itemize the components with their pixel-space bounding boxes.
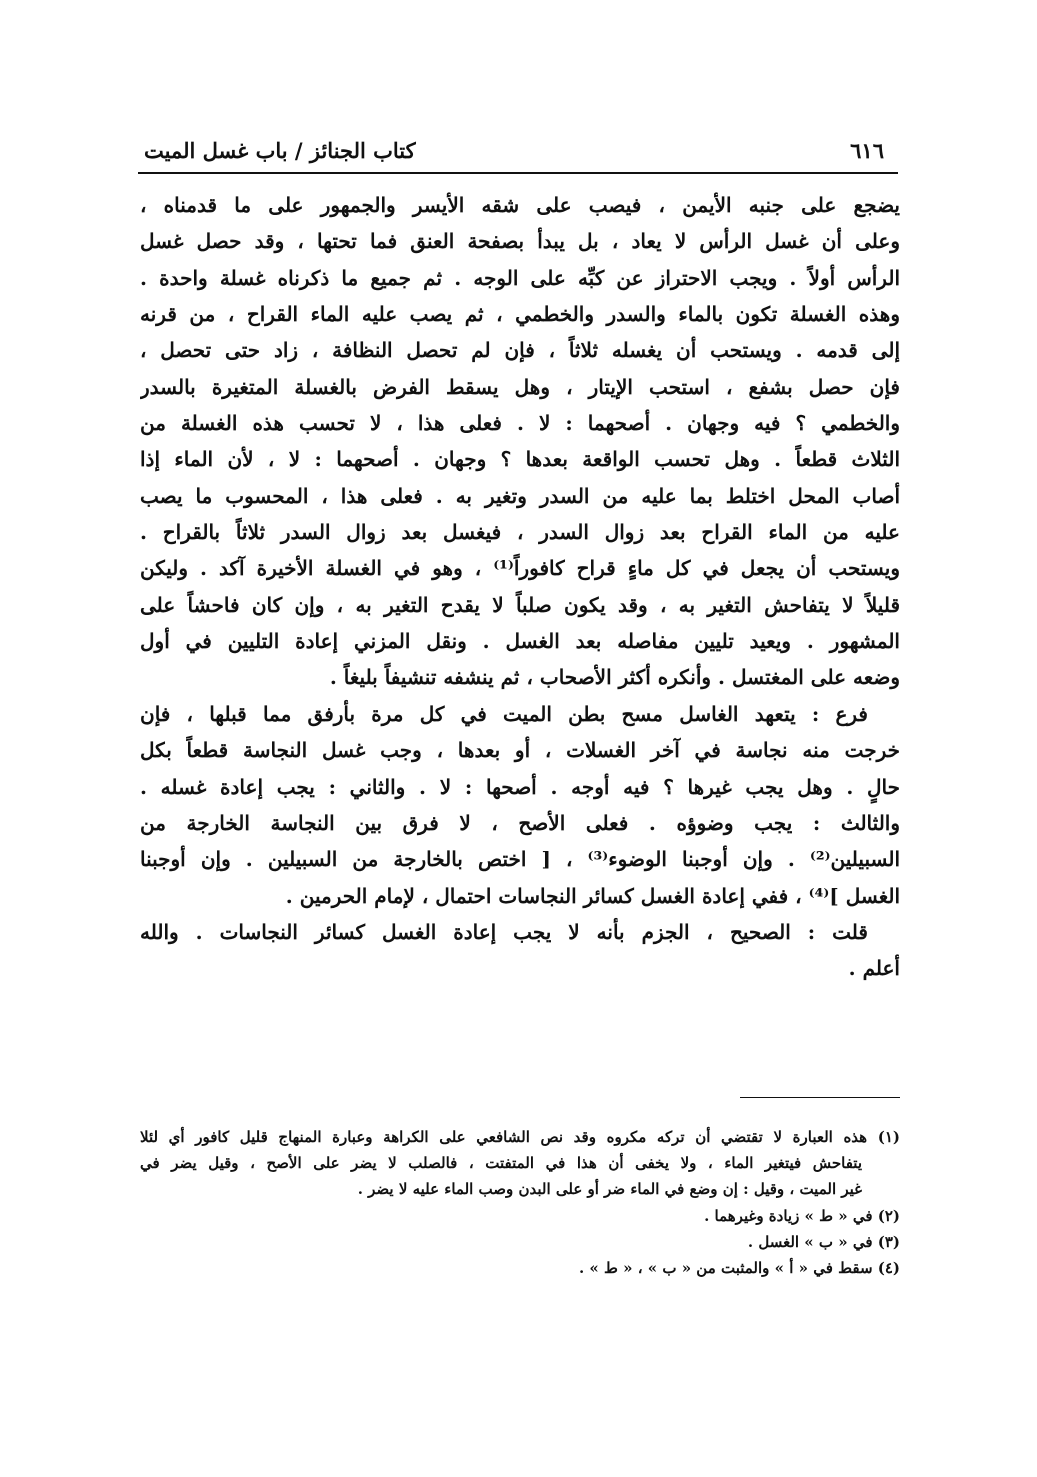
footnote-line: يتفاحش فيتغير الماء ، ولا يخفى أن هذا في المتفتت ، فالصلب لا يضر على الأصح ، وقيل يضر في bbox=[140, 1154, 862, 1173]
text-line: فرع : يتعهد الغاسل مسح بطن الميت في كل مرة بأرفق مما قبلها ، فإن bbox=[140, 701, 868, 726]
text-line: حالٍ . وهل يجب غيرها ؟ فيه أوجه . أصحها : لا . والثاني : يجب إعادة غسله . bbox=[140, 774, 900, 799]
text-line: الثلاث قطعاً . وهل تحسب الواقعة بعدها ؟ وجهان . أصحهما : لا ، لأن الماء إذا bbox=[140, 447, 900, 472]
page-header bbox=[138, 132, 898, 174]
footnote-line: (٢) في « ط » زيادة وغيرهما . bbox=[704, 1206, 900, 1225]
footnote-separator bbox=[740, 1097, 900, 1098]
text-line: وعلى أن غسل الرأس لا يعاد ، بل يبدأ بصفحة العنق فما تحتها ، وقد حصل غسل bbox=[140, 229, 900, 254]
footnote-line: (٤) سقط في « أ » والمثبت من « ب » ، « ط » . bbox=[578, 1258, 900, 1277]
text-line: أعلم . bbox=[848, 956, 900, 981]
page-number: ٦١٦ bbox=[850, 138, 884, 163]
text-line: ويستحب أن يجعل في كل ماءٍ قراح كافوراً⁽¹⁾ ، وهو في الغسلة الأخيرة آكد . وليكن bbox=[140, 556, 900, 581]
text-line: الغسل ]⁽⁴⁾ ، ففي إعادة الغسل كسائر النجاسات احتمال ، لإمام الحرمين . bbox=[285, 883, 900, 908]
text-line: قليلاً لا يتفاحش التغير به ، وقد يكون صلباً لا يقدح التغير به ، وإن كان فاحشاً على bbox=[140, 592, 900, 617]
text-line: خرجت منه نجاسة في آخر الغسلات ، أو بعدها ، وجب غسل النجاسة قطعاً بكل bbox=[140, 738, 900, 763]
text-line: وهذه الغسلة تكون بالماء والسدر والخطمي ، ثم يصب عليه الماء القراح ، من قرنه bbox=[140, 302, 900, 327]
text-line: وضعه على المغتسل . وأنكره أكثر الأصحاب ، ثم ينشفه تنشيفاً بليغاً . bbox=[329, 665, 900, 690]
footnotes bbox=[140, 1124, 900, 1281]
footnote-line: (١) هذه العبارة لا تقتضي أن تركه مكروه وقد نص الشافعي على الكراهة وعبارة المنهاج قليل كافور أي لئلا bbox=[140, 1128, 900, 1146]
text-line: والثالث : يجب وضوؤه . فعلى الأصح ، لا فرق بين النجاسة الخارجة من bbox=[140, 810, 900, 835]
text-line: المشهور . ويعيد تليين مفاصله بعد الغسل . ونقل المزني إعادة التليين في أول bbox=[140, 629, 900, 654]
text-line: عليه من الماء القراح بعد زوال السدر ، فيغسل بعد زوال السدر ثلاثاً بالقراح . bbox=[140, 520, 900, 545]
footnote-line: (٣) في « ب » الغسل . bbox=[747, 1232, 900, 1251]
text-line: فإن حصل بشفع ، استحب الإيتار ، وهل يسقط الفرض بالغسلة المتغيرة بالسدر bbox=[140, 374, 900, 399]
text-line: والخطمي ؟ فيه وجهان . أصحهما : لا . فعلى هذا ، لا تحسب هذه الغسلة من bbox=[140, 411, 900, 436]
text-line: قلت : الصحيح ، الجزم بأنه لا يجب إعادة الغسل كسائر النجاسات . والله bbox=[140, 919, 868, 944]
running-title: كتاب الجنائز / باب غسل الميت bbox=[144, 138, 416, 163]
main-text bbox=[140, 187, 900, 987]
footnote-line: غير الميت ، وقيل : إن وضع في الماء ضر أو على البدن وصب الماء عليه لا يضر . bbox=[357, 1180, 862, 1199]
text-line: السبيلين⁽²⁾ . وإن أوجبنا الوضوء⁽³⁾ ، [ اختص بالخارجة من السبيلين . وإن أوجبنا bbox=[140, 847, 900, 872]
text-line: أصاب المحل اختلط بما عليه من السدر وتغير به . فعلى هذا ، المحسوب ما يصب bbox=[140, 483, 900, 508]
text-line: إلى قدمه . ويستحب أن يغسله ثلاثاً ، فإن لم تحصل النظافة ، زاد حتى تحصل ، bbox=[140, 338, 900, 363]
text-line: يضجع على جنبه الأيمن ، فيصب على شقه الأيسر والجمهور على ما قدمناه ، bbox=[140, 193, 900, 217]
text-line: الرأس أولاً . ويجب الاحتراز عن كبِّه على الوجه . ثم جميع ما ذكرناه غسلة واحدة . bbox=[140, 265, 900, 290]
